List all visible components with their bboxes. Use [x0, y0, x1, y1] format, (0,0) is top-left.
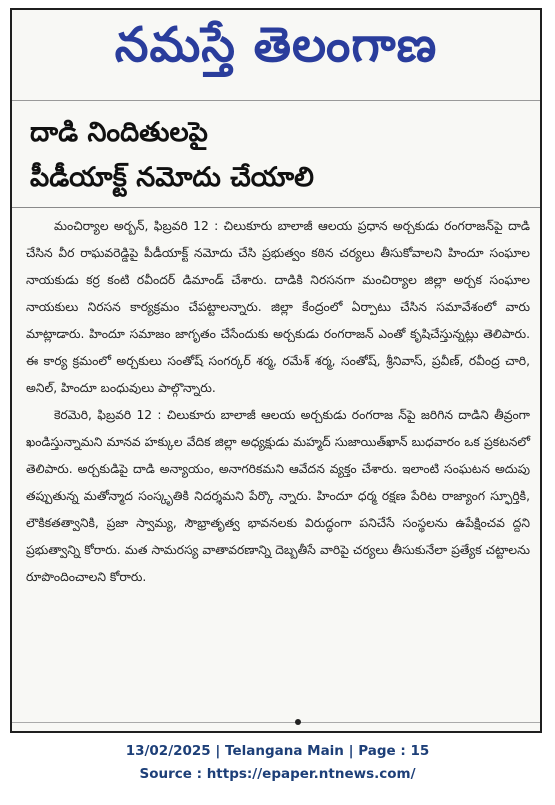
article-paragraph-1: మంచిర్యాల అర్బన్, ఫిబ్రవరి 12 : చిలుకూరు బాలాజీ ఆలయ ప్రధాన అర్చకుడు రంగరాజన్‌పై దాడి చేసిన వీర రాఘవరెడ్డిపై పీడీయాక్ట్ నమోదు చేసి ప్రభుత్వం కఠిన చర్యలు తీసుకోవాలని హిందూ సంఘాల నాయకుడు కర్ర కంటి రవీందర్ డిమాండ్ చేశారు. దాడికి నిరసనగా మంచిర్యాల జిల్లా అర్చక సంఘాల నాయకులు నిరసన కార్యక్రమం చేపట్టాలన్నారు. జిల్లా కేంద్రంలో ఏర్పాటు చేసిన సమావేశంలో వారు మాట్లాడారు. హిందూ సమాజం జాగృతం చేసేందుకు అర్చకుడు రంగరాజన్ ఎంతో కృషిచేస్తున్నట్లు తెలిపారు. ఈ కార్య క్రమంలో అర్చకులు సంతోష్ సంగర్కర్ శర్మ, రమేశ్ శర్మ, సంతోష్, శ్రీనివాస్, ప్రవీణ్, రవీంద్ర చారి, అనిల్, హిందూ బంధువులు పాల్గొన్నారు. [26, 219, 530, 395]
headline-line-1: దాడి నిందితులపై [30, 117, 208, 148]
news-clipping [10, 8, 542, 733]
article-paragraph-2: కెరమెరి, ఫిబ్రవరి 12 : చిలుకూరు బాలాజీ ఆలయ అర్చకుడు రంగరాజ న్‌పై జరిగిన దాడిని తీవ్రంగా ఖండిస్తున్నామని మానవ హక్కుల వేదిక జిల్లా అధ్యక్షుడు మహ్మద్ సుజాయిత్‌ఖాన్ బుధవారం ఒక ప్రకటనలో తెలిపారు. అర్చకుడిపై దాడి అన్యాయం, అనాగరికమని ఆవేదన వ్యక్తం చేశారు. ఇలాంటి సంఘటన అదుపు తప్పుతున్న మతోన్మాద సంస్కృతికి నిదర్శమని పేర్కొ న్నారు. హిందూ ధర్మ రక్షణ పేరిట రాజ్యాంగ స్ఫూర్తికి, లౌకికతత్వానికి, ప్రజా స్వామ్య, సౌభ్రాతృత్వ భావనలకు విరుద్ధంగా పనిచేసే సంస్థలను ఉపేక్షించవ ద్దని ప్రభుత్వాన్ని కోరారు. మత సామరస్య వాతావరణాన్ని దెబ్బతీసే వారిపై చర్యలు తీసుకునేలా ప్రత్యేక చట్టాలను రూపొందించాలని కోరారు. [26, 408, 530, 584]
divider-dot [295, 719, 301, 725]
article-body [26, 213, 530, 591]
article-headline [30, 110, 530, 200]
footer-date-edition: 13/02/2025 | Telangana Main | Page : 15 [125, 743, 430, 759]
headline-line-2: పీడీయాక్ట్ నమోదు చేయాలి [30, 162, 314, 193]
newspaper-masthead [12, 10, 540, 92]
masthead-divider [12, 100, 540, 101]
headline-divider [12, 207, 540, 208]
footer-source: Source : https://epaper.ntnews.com/ [139, 766, 416, 782]
bottom-divider [12, 722, 540, 723]
masthead-logo-text: నమస్తే తెలంగాణ [114, 17, 438, 73]
